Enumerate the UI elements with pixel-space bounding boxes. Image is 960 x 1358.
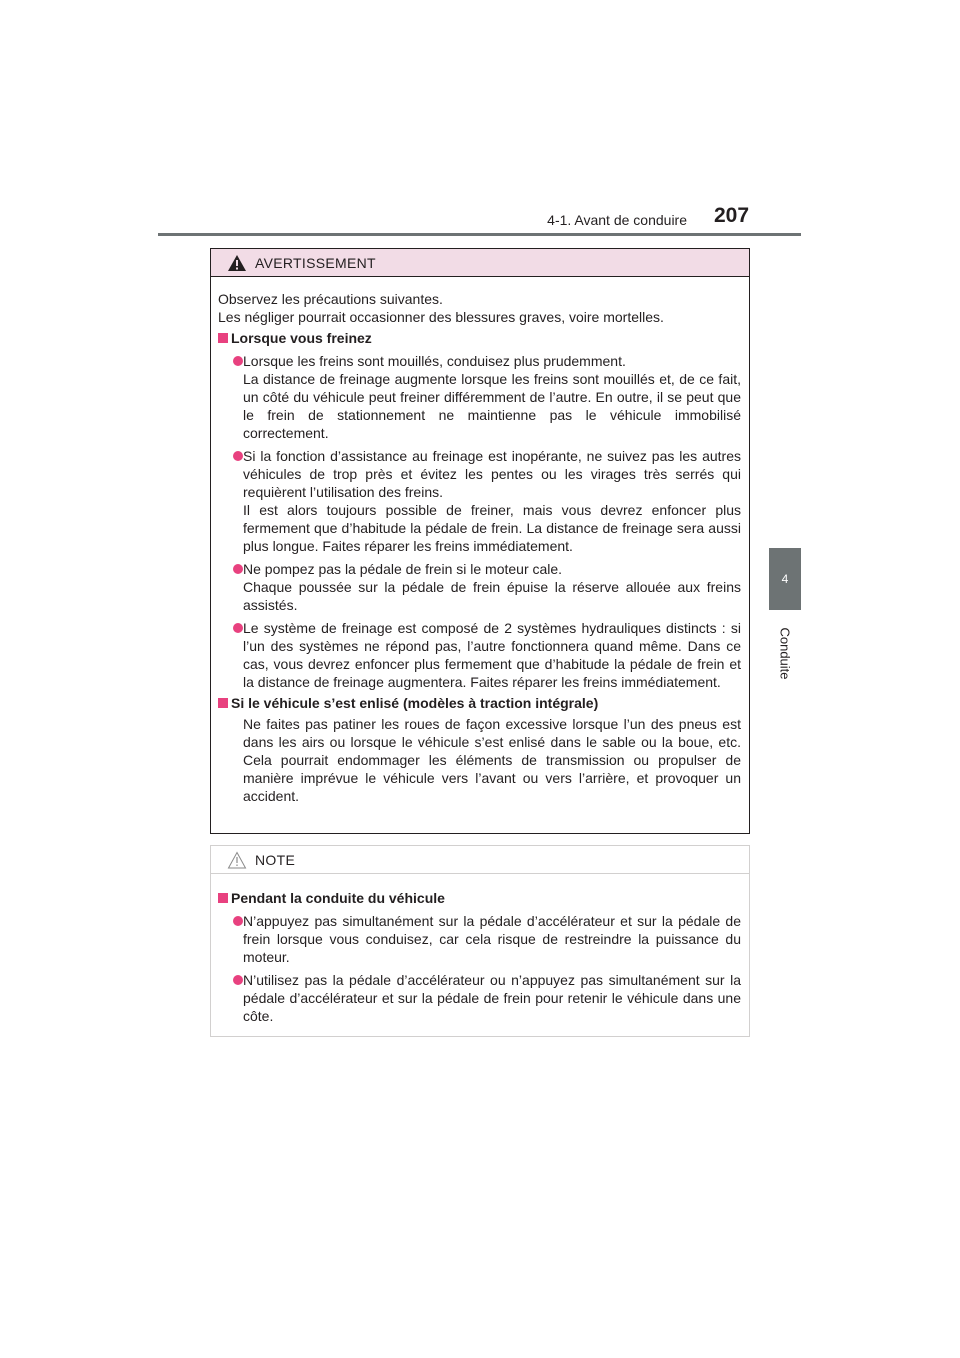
list-item-line: Lorsque les freins sont mouillés, conduisez plus prudemment. <box>243 353 626 369</box>
warning-box-body <box>211 277 749 805</box>
caution-triangle-outline-icon <box>227 851 247 869</box>
header-divider <box>158 233 801 236</box>
circle-bullet-icon <box>233 564 243 574</box>
page-number: 207 <box>714 204 750 227</box>
list-item <box>218 560 741 614</box>
warning-box-title: AVERTISSEMENT <box>255 254 376 271</box>
circle-bullet-icon <box>233 975 243 985</box>
chapter-tab-number: 4 <box>781 572 789 586</box>
list-item <box>218 352 741 442</box>
list-item <box>218 447 741 555</box>
square-bullet-icon <box>218 698 228 708</box>
warning-intro-line: Les négliger pourrait occasionner des blessures graves, voire mortelles. <box>218 309 664 325</box>
section-heading-driving <box>218 889 741 907</box>
warning-box-header <box>211 249 749 277</box>
list-item-line: N’appuyez pas simultanément sur la pédale d’accélérateur et sur la pédale de frein lorsque vous conduisez, car cela risque de restreindre la puissance du moteur. <box>243 913 741 965</box>
warning-box <box>210 248 750 834</box>
section-heading-text: Si le véhicule s’est enlisé (modèles à traction intégrale) <box>231 695 599 711</box>
warning-triangle-icon <box>227 254 247 272</box>
note-box-body <box>211 874 749 1025</box>
warning-intro-line: Observez les précautions suivantes. <box>218 291 443 307</box>
header-section-title: 4-1. Avant de conduire <box>547 212 687 228</box>
chapter-label <box>769 618 801 688</box>
section-heading-stuck-vehicle <box>218 694 741 712</box>
circle-bullet-icon <box>233 356 243 366</box>
square-bullet-icon <box>218 333 228 343</box>
list-item-line: La distance de freinage augmente lorsque les freins sont mouillés et, de ce fait, un côté du véhicule peut freiner différemment de l’autre. En outre, il se peut que le frein de stationnement ne maintienne pas le véhicule immobilisé correctement. <box>243 371 741 441</box>
list-item-line: Il est alors toujours possible de freiner, mais vous devrez enfoncer plus fermement que d’habitude la pédale de frein. La distance de freinage sera aussi plus longue. Faites réparer les freins immédiatement. <box>243 502 741 554</box>
section-paragraph: Ne faites pas patiner les roues de façon excessive lorsque l’un des pneus est dans les airs ou lorsque le véhicule s’est enlisé dans le sable ou la boue, etc. Cela pourrait endommager les éléments de transmission ou propulser de manière imprévue le véhicule vers l’avant ou vers l’arrière, et provoquer un accident. <box>243 716 741 804</box>
section-heading-text: Lorsque vous freinez <box>231 330 372 346</box>
chapter-tab[interactable] <box>769 548 801 610</box>
list-item-line: Le système de freinage est composé de 2 systèmes hydrauliques distincts : si l’un des systèmes ne répond pas, l’autre fonctionnera quand même. Dans ce cas, vous devrez enfoncer plus fermement que d’habitude la pédale de frein et la distance de freinage augmentera. Faites réparer les freins immédiatement. <box>243 620 741 690</box>
note-box-title: NOTE <box>255 851 296 868</box>
warning-intro <box>218 290 741 326</box>
list-item-line: Ne pompez pas la pédale de frein si le moteur cale. <box>243 561 563 577</box>
list-item <box>218 912 741 966</box>
chapter-label-text: Conduite <box>777 626 793 680</box>
list-item <box>218 619 741 691</box>
circle-bullet-icon <box>233 623 243 633</box>
section-heading-braking <box>218 329 741 347</box>
circle-bullet-icon <box>233 916 243 926</box>
list-item-line: Si la fonction d’assistance au freinage est inopérante, ne suivez pas les autres véhicules de trop près et évitez les pentes ou les virages très serrés qui requièrent l’utilisation des freins. <box>243 448 741 500</box>
list-item <box>218 971 741 1025</box>
square-bullet-icon <box>218 893 228 903</box>
list-item-line: Chaque poussée sur la pédale de frein épuise la réserve allouée aux freins assistés. <box>243 579 741 613</box>
circle-bullet-icon <box>233 451 243 461</box>
section-heading-text: Pendant la conduite du véhicule <box>231 890 445 906</box>
note-box <box>210 845 750 1037</box>
list-item-line: N’utilisez pas la pédale d’accélérateur ou n’appuyez pas simultanément sur la pédale d’accélérateur et sur la pédale de frein pour retenir le véhicule dans une côte. <box>243 972 741 1024</box>
note-box-header <box>211 846 749 874</box>
